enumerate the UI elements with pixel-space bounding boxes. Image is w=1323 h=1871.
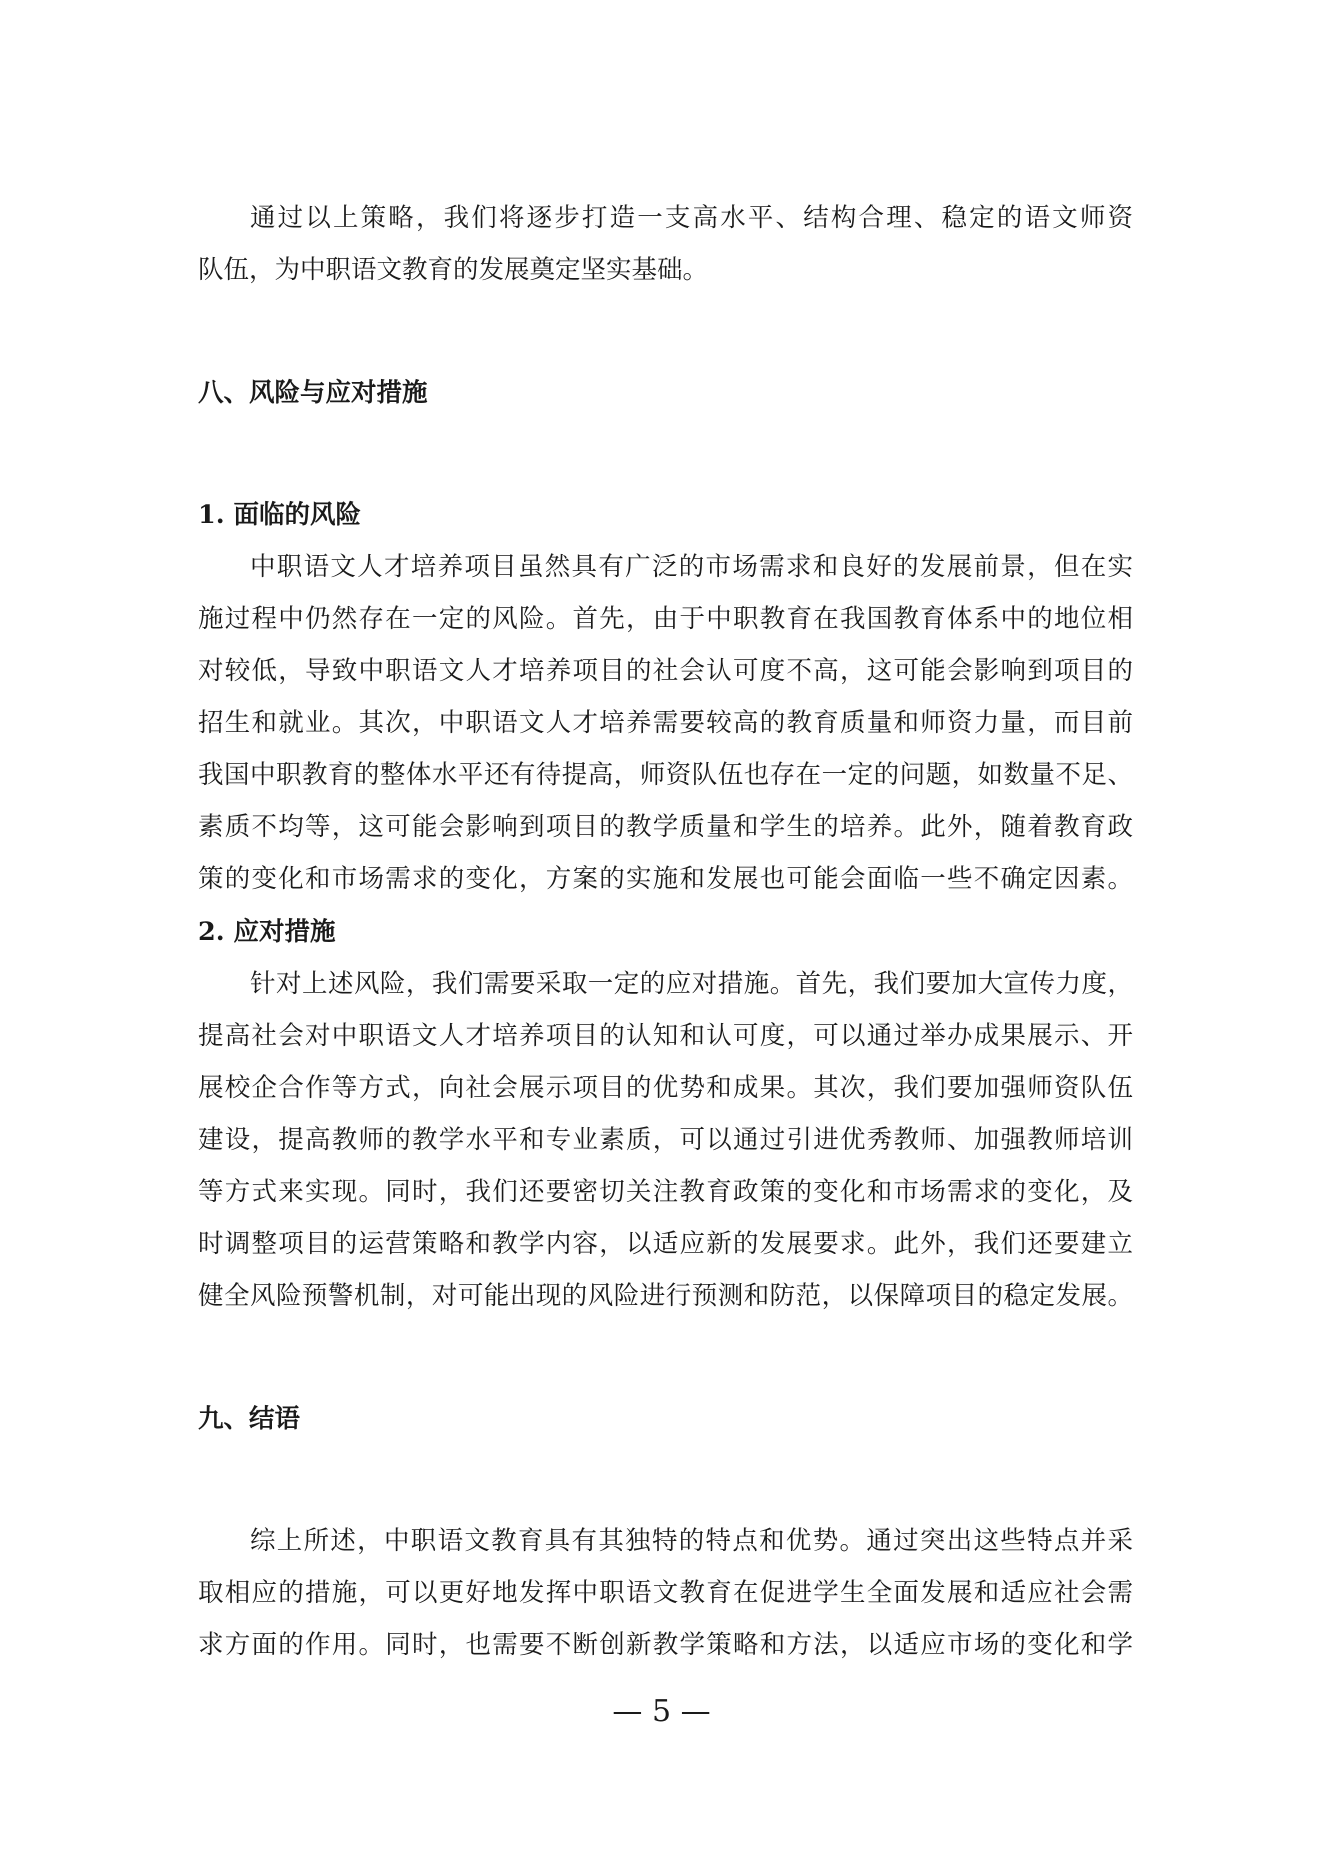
risks-line-2: 施过程中仍然存在一定的风险。首先，由于中职教育在我国教育体系中的地位相 [198,604,1133,634]
conclusion-line-1: 综上所述，中职语文教育具有其独特的特点和优势。通过突出这些特点并采 [250,1526,1133,1556]
intro-line-1: 通过以上策略，我们将逐步打造一支高水平、结构合理、稳定的语文师资 [250,203,1133,233]
section-8-title: 八、风险与应对措施 [198,378,428,408]
conclusion-line-2: 取相应的措施，可以更好地发挥中职语文教育在促进学生全面发展和适应社会需 [198,1578,1133,1608]
measures-line-5: 等方式来实现。同时，我们还要密切关注教育政策的变化和市场需求的变化，及 [198,1177,1133,1207]
measures-line-3: 展校企合作等方式，向社会展示项目的优势和成果。其次，我们要加强师资队伍 [198,1073,1133,1103]
measures-line-1: 针对上述风险，我们需要采取一定的应对措施。首先，我们要加大宣传力度， [250,969,1133,999]
risks-heading: 1. 面临的风险 [198,500,361,530]
intro-line-2: 队伍，为中职语文教育的发展奠定坚实基础。 [198,255,709,285]
measures-line-2: 提高社会对中职语文人才培养项目的认知和认可度，可以通过举办成果展示、开 [198,1021,1133,1051]
measures-line-7: 健全风险预警机制，对可能出现的风险进行预测和防范，以保障项目的稳定发展。 [198,1281,1133,1311]
risks-line-1: 中职语文人才培养项目虽然具有广泛的市场需求和良好的发展前景，但在实 [250,552,1133,582]
measures-heading: 2. 应对措施 [198,917,336,947]
risks-line-4: 招生和就业。其次，中职语文人才培养需要较高的教育质量和师资力量，而目前 [198,708,1133,738]
conclusion-line-3: 求方面的作用。同时，也需要不断创新教学策略和方法，以适应市场的变化和学 [198,1630,1133,1660]
risks-line-5: 我国中职教育的整体水平还有待提高，师资队伍也存在一定的问题，如数量不足、 [198,760,1133,790]
section-9-title: 九、结语 [198,1404,301,1434]
risks-line-6: 素质不均等，这可能会影响到项目的教学质量和学生的培养。此外，随着教育政 [198,812,1133,842]
page-number: — 5 — [612,1694,711,1729]
risks-line-3: 对较低，导致中职语文人才培养项目的社会认可度不高，这可能会影响到项目的 [198,656,1133,686]
measures-line-4: 建设，提高教师的教学水平和专业素质，可以通过引进优秀教师、加强教师培训 [198,1125,1133,1155]
risks-line-7: 策的变化和市场需求的变化，方案的实施和发展也可能会面临一些不确定因素。 [198,864,1133,894]
measures-line-6: 时调整项目的运营策略和教学内容，以适应新的发展要求。此外，我们还要建立 [198,1229,1133,1259]
